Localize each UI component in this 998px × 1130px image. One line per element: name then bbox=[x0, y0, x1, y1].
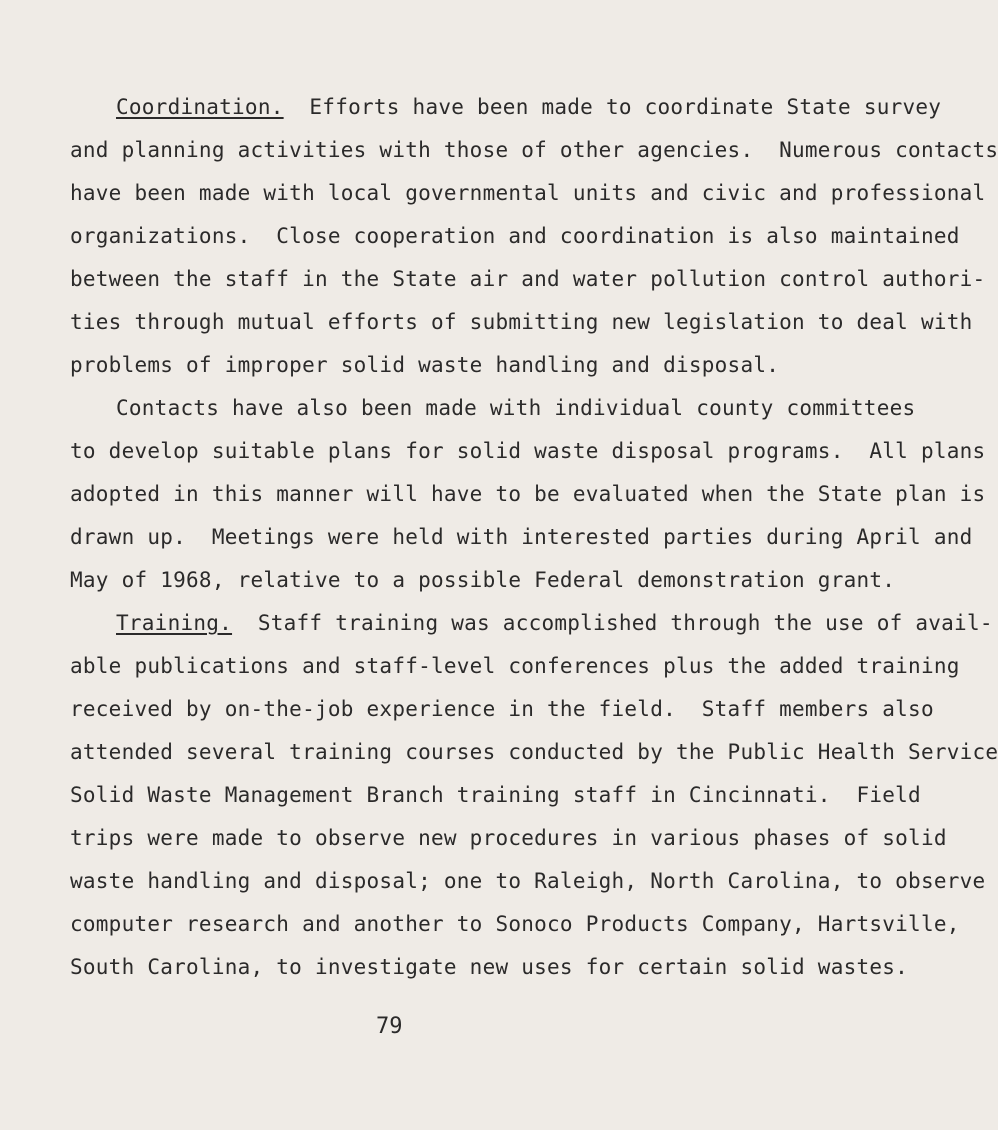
text-line: have been made with local governmental units and civic and professional bbox=[70, 181, 986, 205]
text-line: ties through mutual efforts of submitting new legislation to deal with bbox=[70, 310, 973, 334]
text-line: Efforts have been made to coordinate State survey bbox=[283, 95, 942, 119]
text-line: and planning activities with those of other agencies. Numerous contacts bbox=[70, 138, 998, 162]
text-line: organizations. Close cooperation and coordination is also maintained bbox=[70, 224, 960, 248]
coordination-heading: Coordination. bbox=[116, 95, 284, 119]
text-line: drawn up. Meetings were held with interested parties during April and bbox=[70, 525, 973, 549]
text-line: South Carolina, to investigate new uses for certain solid wastes. bbox=[70, 955, 909, 979]
text-line: problems of improper solid waste handling and disposal. bbox=[70, 353, 780, 377]
page-number: 79 bbox=[376, 1014, 403, 1039]
text-line: trips were made to observe new procedures in various phases of solid bbox=[70, 826, 947, 850]
training-heading: Training. bbox=[116, 611, 233, 635]
text-line: Staff training was accomplished through the use of avail- bbox=[232, 611, 993, 635]
text-line: able publications and staff-level conferences plus the added training bbox=[70, 654, 960, 678]
text-line: Contacts have also been made with individual county committees bbox=[116, 396, 916, 420]
text-line: between the staff in the State air and water pollution control authori- bbox=[70, 267, 986, 291]
text-line: May of 1968, relative to a possible Federal demonstration grant. bbox=[70, 568, 896, 592]
text-line: received by on-the-job experience in the field. Staff members also bbox=[70, 697, 934, 721]
coordination-first-line bbox=[116, 94, 941, 120]
text-line: to develop suitable plans for solid waste disposal programs. All plans bbox=[70, 439, 986, 463]
text-line: adopted in this manner will have to be evaluated when the State plan is bbox=[70, 482, 986, 506]
text-line: waste handling and disposal; one to Raleigh, North Carolina, to observe bbox=[70, 869, 986, 893]
text-line: computer research and another to Sonoco Products Company, Hartsville, bbox=[70, 912, 960, 936]
text-line: Solid Waste Management Branch training staff in Cincinnati. Field bbox=[70, 783, 921, 807]
training-first-line bbox=[116, 610, 993, 636]
text-line: attended several training courses conducted by the Public Health Service bbox=[70, 740, 998, 764]
